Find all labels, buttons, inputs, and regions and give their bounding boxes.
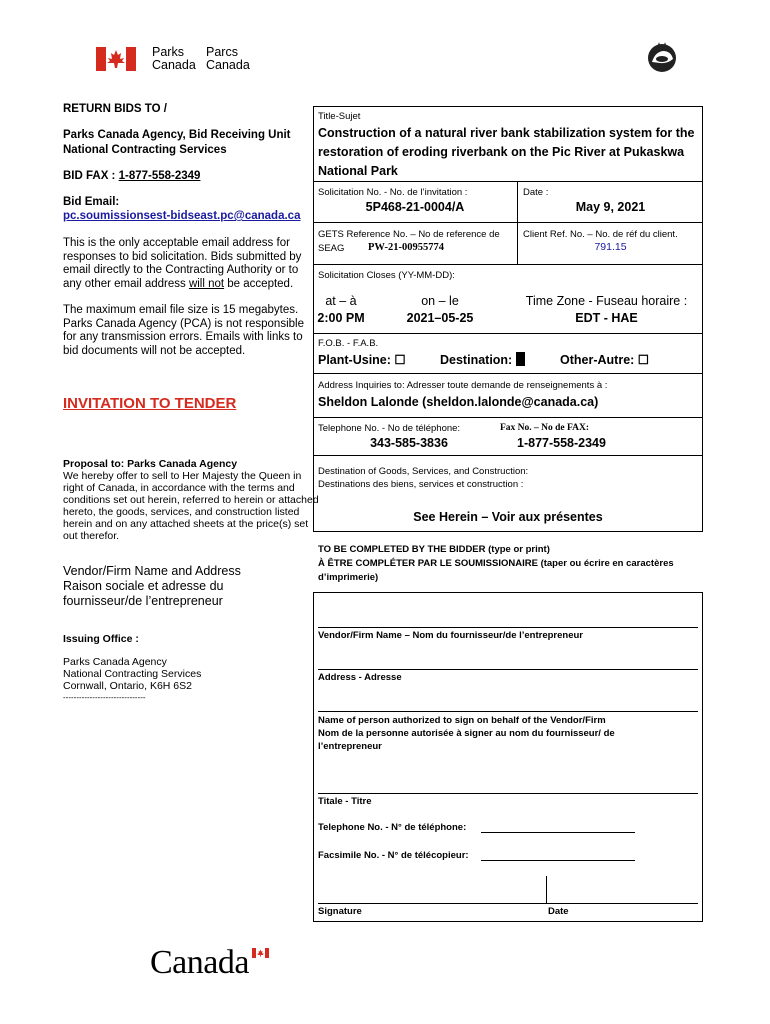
title-field[interactable] xyxy=(318,760,698,792)
issuing-office-label: Issuing Office : xyxy=(63,633,139,645)
date-field-label: Date xyxy=(548,906,569,917)
date-value: May 9, 2021 xyxy=(575,200,646,214)
client-ref-label: Client Ref. No. – No. de réf du client. xyxy=(523,229,678,240)
size-note-1: The maximum email file size is 15 megabytes. xyxy=(63,304,299,316)
seag-label: SEAG xyxy=(318,243,345,254)
solicitation-number: 5P468-21-0004/A xyxy=(365,200,465,214)
date-label: Date : xyxy=(523,187,549,198)
vendor-label-3: fournisseur/de l’entrepreneur xyxy=(63,594,223,608)
at-label: at – à xyxy=(325,294,357,308)
date-field[interactable] xyxy=(548,876,698,902)
proposal-line-3: conditions set out herein, referred to herein or attached xyxy=(63,494,319,506)
closing-date: 2021–05-25 xyxy=(406,311,474,325)
authorized-label-1: Name of person authorized to sign on behalf of the Vendor/Firm xyxy=(318,715,606,726)
bidder-box xyxy=(313,592,703,922)
bidder-heading-2: À ÊTRE COMPLÉTER PAR LE SOUMISSIONAIRE (taper ou écrire en caractères xyxy=(318,558,674,569)
on-label: on – le xyxy=(421,294,459,308)
return-bids-label: RETURN BIDS TO / xyxy=(63,103,167,115)
fax-value: 1-877-558-2349 xyxy=(517,436,606,450)
bid-email-label: Bid Email: xyxy=(63,196,120,208)
bid-email-link[interactable]: pc.soumissionsest-bidseast.pc@canada.ca xyxy=(63,210,301,222)
phone-value: 343-585-3836 xyxy=(370,436,448,450)
parks-en-2: Canada xyxy=(152,58,196,72)
gets-value: PW-21-00955774 xyxy=(368,242,445,253)
checked-box-icon xyxy=(516,352,525,366)
closes-label: Solicitation Closes (YY-MM-DD): xyxy=(318,270,455,281)
title-field-label: Titale - Titre xyxy=(318,796,372,807)
facsimile-field[interactable] xyxy=(481,846,635,861)
phone-label: Telephone No. - No de téléphone: xyxy=(318,423,461,434)
beaver-emblem-icon xyxy=(645,42,679,74)
canada-wordmark-flag-icon xyxy=(252,948,269,958)
destination-checkbox[interactable]: Destination: xyxy=(440,352,525,367)
size-note-3: for any transmission errors. Emails with links to xyxy=(63,331,303,343)
telephone-field-label: Telephone No. - N° de téléphone: xyxy=(318,822,467,833)
fax-label: Fax No. – No de FAX: xyxy=(500,423,590,433)
address-field-label: Address - Adresse xyxy=(318,672,402,683)
signature-label: Signature xyxy=(318,906,362,917)
office-dashes: ------------------------------- xyxy=(63,693,146,702)
proposal-title: Proposal to: Parks Canada Agency xyxy=(63,458,238,470)
destination-goods-2: Destinations des biens, services et construction : xyxy=(318,479,524,490)
closing-time: 2:00 PM xyxy=(317,311,365,325)
time-zone-value: EDT - HAE xyxy=(575,311,638,325)
title-label: Title-Sujet xyxy=(318,111,361,122)
proposal-line-1: We hereby offer to sell to Her Majesty the Queen in xyxy=(63,470,302,482)
fob-label: F.O.B. - F.A.B. xyxy=(318,338,379,349)
address-field[interactable] xyxy=(318,644,698,668)
invitation-to-tender: INVITATION TO TENDER xyxy=(63,395,237,412)
facsimile-field-label: Facsimile No. - N° de télécopieur: xyxy=(318,850,469,861)
other-checkbox[interactable]: Other-Autre: ☐ xyxy=(560,353,649,367)
size-note-4: bid documents will not be accepted. xyxy=(63,344,246,357)
office-line-2: National Contracting Services xyxy=(63,668,202,680)
proposal-line-5: herein and on any attached sheets at the price(s) set xyxy=(63,518,309,530)
parks-fr-1: Parcs xyxy=(206,45,238,59)
bid-fax-number: 1-877-558-2349 xyxy=(118,170,201,182)
gets-label: GETS Reference No. – No de reference de xyxy=(318,229,500,240)
email-note-1: This is the only acceptable email address for xyxy=(63,237,290,249)
destination-goods-1: Destination of Goods, Services, and Construction: xyxy=(318,466,529,477)
bidder-heading-1: TO BE COMPLETED BY THE BIDDER (type or print) xyxy=(318,544,550,555)
canada-wordmark-text: Canada xyxy=(150,944,249,981)
email-note-2: responses to bid solicitation. Bids submitted by xyxy=(63,250,302,263)
solicitation-label: Solicitation No. - No. de l’invitation : xyxy=(318,187,468,198)
canada-wordmark xyxy=(150,944,272,984)
parks-en-1: Parks xyxy=(152,45,184,59)
inquiries-contact: Sheldon Lalonde (sheldon.lalonde@canada.ca) xyxy=(318,395,599,409)
agency-line-1: Parks Canada Agency, Bid Receiving Unit xyxy=(63,129,291,141)
see-herein: See Herein – Voir aux présentes xyxy=(413,510,603,524)
client-ref-value: 791.15 xyxy=(594,241,627,253)
office-line-3: Cornwall, Ontario, K6H 6S2 xyxy=(63,680,192,692)
vendor-label-2: Raison sociale et adresse du xyxy=(63,579,224,593)
plant-checkbox[interactable]: Plant-Usine: ☐ xyxy=(318,353,406,367)
office-line-1: Parks Canada Agency xyxy=(63,656,167,668)
proposal-line-4: hereto, the goods, services, and construction listed xyxy=(63,506,300,518)
signature-field[interactable] xyxy=(318,876,544,902)
agency-line-2: National Contracting Services xyxy=(63,144,227,156)
bid-fax-label: BID FAX : xyxy=(63,170,119,182)
vendor-name-field[interactable] xyxy=(318,598,698,626)
email-note-4: any other email address will not be accepted. xyxy=(63,277,294,290)
authorized-person-field[interactable] xyxy=(318,686,698,710)
bidder-heading-3: d’imprimerie) xyxy=(318,572,379,583)
email-note-3: email directly to the Contracting Authority or to xyxy=(63,264,299,276)
size-note-2: Parks Canada Agency (PCA) is not responsible xyxy=(63,317,304,330)
bid-fax xyxy=(63,170,200,182)
parks-fr-2: Canada xyxy=(206,58,250,72)
canada-flag-icon xyxy=(96,47,136,71)
authorized-label-2: Nom de la personne autorisée à signer au nom du fournisseur/ de xyxy=(318,728,615,739)
time-zone-label: Time Zone - Fuseau horaire : xyxy=(525,294,688,308)
authorized-label-3: l’entrepreneur xyxy=(318,741,382,752)
telephone-field[interactable] xyxy=(481,818,635,833)
proposal-line-2: right of Canada, in accordance with the terms and xyxy=(63,482,295,494)
title-line-2: restoration of eroding riverbank on the Pic River at Pukaskwa xyxy=(318,145,685,159)
inquiries-label: Address Inquiries to: Adresser toute demande de renseignements à : xyxy=(318,380,608,391)
proposal-line-6: out therefor. xyxy=(63,530,120,542)
vendor-label-1: Vendor/Firm Name and Address xyxy=(63,564,241,578)
title-line-1: Construction of a natural river bank stabilization system for the xyxy=(318,126,695,140)
title-line-3: National Park xyxy=(318,164,398,178)
parks-canada-logo xyxy=(96,46,256,72)
vendor-name-field-label: Vendor/Firm Name – Nom du fournisseur/de l’entrepreneur xyxy=(318,630,584,641)
